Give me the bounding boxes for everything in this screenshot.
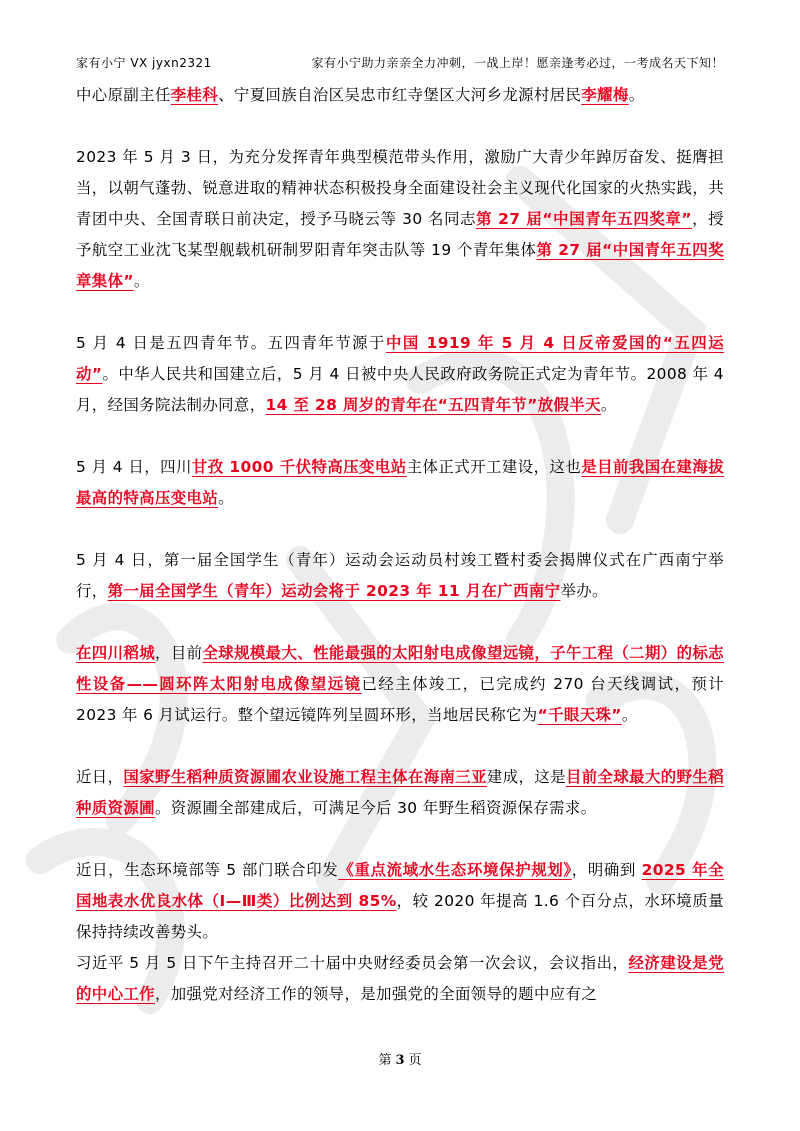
- text-segment: 中心原副主任: [76, 86, 171, 104]
- text-segment: 主体正式开工建设，这也: [406, 458, 582, 476]
- paragraph: [76, 762, 724, 824]
- header-left-text: 家有小宁 VX jyxn2321: [76, 56, 212, 70]
- paragraph: [76, 855, 724, 948]
- text-segment: 2023 年 5 月 3 日，为充分发挥青年典型模范带头作用，激励广大青少年踔厉奋发、挺膺担当，以朝气蓬勃、锐意进取的精神状态积极投身全面建设社会主义现代化国家的火热实践，共青团中央、全国青联日前决定，授予马晓云等 30 名同志: [76, 148, 724, 228]
- text-segment: ，明确到: [571, 861, 642, 879]
- highlighted-text: “千眼天珠”: [537, 706, 622, 724]
- paragraph: [76, 638, 724, 731]
- paragraph: [76, 328, 724, 421]
- text-segment: 5 月 4 日，四川: [76, 458, 192, 476]
- page-label-prefix: 第: [378, 1053, 392, 1068]
- text-segment: 近日，: [76, 768, 124, 786]
- text-segment: ，授予航空工业沈飞某型舰载机研制罗阳青年突击队等 19 个青年集体: [76, 210, 724, 259]
- text-segment: ，加强党对经济工作的领导，是加强党的全面领导的题中应有之: [154, 985, 598, 1003]
- text-segment: 。资源圃全部建成后，可满足今后 30 年野生稻资源保存需求。: [154, 799, 597, 817]
- text-segment: 建成，这是: [486, 768, 566, 786]
- paragraph: [76, 80, 724, 111]
- page-label-suffix: 页: [408, 1053, 422, 1068]
- text-segment: ，目前: [155, 644, 203, 662]
- paragraph: [76, 948, 724, 1010]
- highlighted-text: 李桂科: [170, 86, 219, 104]
- highlighted-text: 2025 年全国地表水优良水体（Ⅰ—Ⅲ类）比例达到 85%: [76, 861, 724, 910]
- highlighted-text: 中国 1919 年 5 月 4 日反帝爱国的“五四运动”: [76, 334, 724, 383]
- highlighted-text: 李耀梅: [581, 86, 629, 104]
- highlighted-text: 第 27 届“中国青年五四奖章集体”: [76, 241, 724, 290]
- highlighted-text: 经济建设是党的中心工作: [76, 954, 724, 1003]
- text-segment: 5 月 4 日，第一届全国学生（青年）运动会运动员村竣工暨村委会揭牌仪式在广西南宁举行，: [76, 551, 724, 600]
- highlighted-text: 是目前我国在建海拔最高的特高压变电站: [76, 458, 725, 507]
- text-segment: 、宁夏回族自治区吴忠市红寺堡区大河乡龙源村居民: [218, 86, 582, 104]
- text-segment: 。: [621, 706, 638, 724]
- page-number: 3: [395, 1053, 405, 1068]
- paragraph: [76, 545, 724, 607]
- text-segment: 。: [218, 489, 234, 507]
- page-header: [76, 54, 724, 76]
- page-footer: [0, 1049, 800, 1068]
- highlighted-text: 《重点流域水生态环境保护规划》: [338, 861, 572, 879]
- paragraph: [76, 142, 724, 297]
- highlighted-text: 甘孜 1000 千伏特高压变电站: [191, 458, 407, 476]
- header-right-text: 家有小宁助力亲亲全力冲刺，一战上岸！愿亲逢考必过，一考成名天下知！: [311, 56, 724, 70]
- document-body: [76, 80, 724, 1010]
- text-segment: 习近平 5 月 5 日下午主持召开二十届中央财经委员会第一次会议，会议指出，: [76, 954, 629, 972]
- highlighted-text: 全球规模最大、性能最强的太阳射电成像望远镜，子午工程（二期）的标志性设备——圆环阵太阳射电成像望远镜: [76, 644, 724, 693]
- text-segment: 。: [600, 396, 617, 414]
- text-segment: 近日，生态环境部等 5 部门联合印发: [76, 861, 339, 879]
- text-segment: ，较 2020 年提高 1.6 个百分点，水环境质量保持持续改善势头。: [76, 892, 724, 941]
- highlighted-text: 第 27 届“中国青年五四奖章”: [476, 210, 692, 228]
- highlighted-text: 国家野生稻种质资源圃农业设施工程主体在海南三亚: [123, 768, 487, 786]
- text-segment: 。: [133, 272, 150, 290]
- text-segment: 。中华人民共和国建立后，5 月 4 日被中央人民政府政务院正式定为青年节。2008 年 4 月，经国务院法制办同意，: [76, 365, 724, 414]
- text-segment: 。: [628, 86, 645, 104]
- highlighted-text: 第一届全国学生（青年）运动会将于 2023 年 11 月在广西南宁: [107, 582, 561, 600]
- text-segment: 举办。: [560, 582, 608, 600]
- highlighted-text: 目前全球最大的野生稻种质资源圃: [76, 768, 724, 817]
- text-segment: 5 月 4 日是五四青年节。五四青年节源于: [76, 334, 386, 352]
- highlighted-text: 在四川稻城: [76, 644, 156, 662]
- text-segment: 已经主体竣工，已完成约 270 台天线调试，预计 2023 年 6 月试运行。整个望远镜阵列呈圆环形，当地居民称它为: [76, 675, 724, 724]
- paragraph: [76, 452, 724, 514]
- highlighted-text: 14 至 28 周岁的青年在“五四青年节”放假半天: [265, 396, 601, 414]
